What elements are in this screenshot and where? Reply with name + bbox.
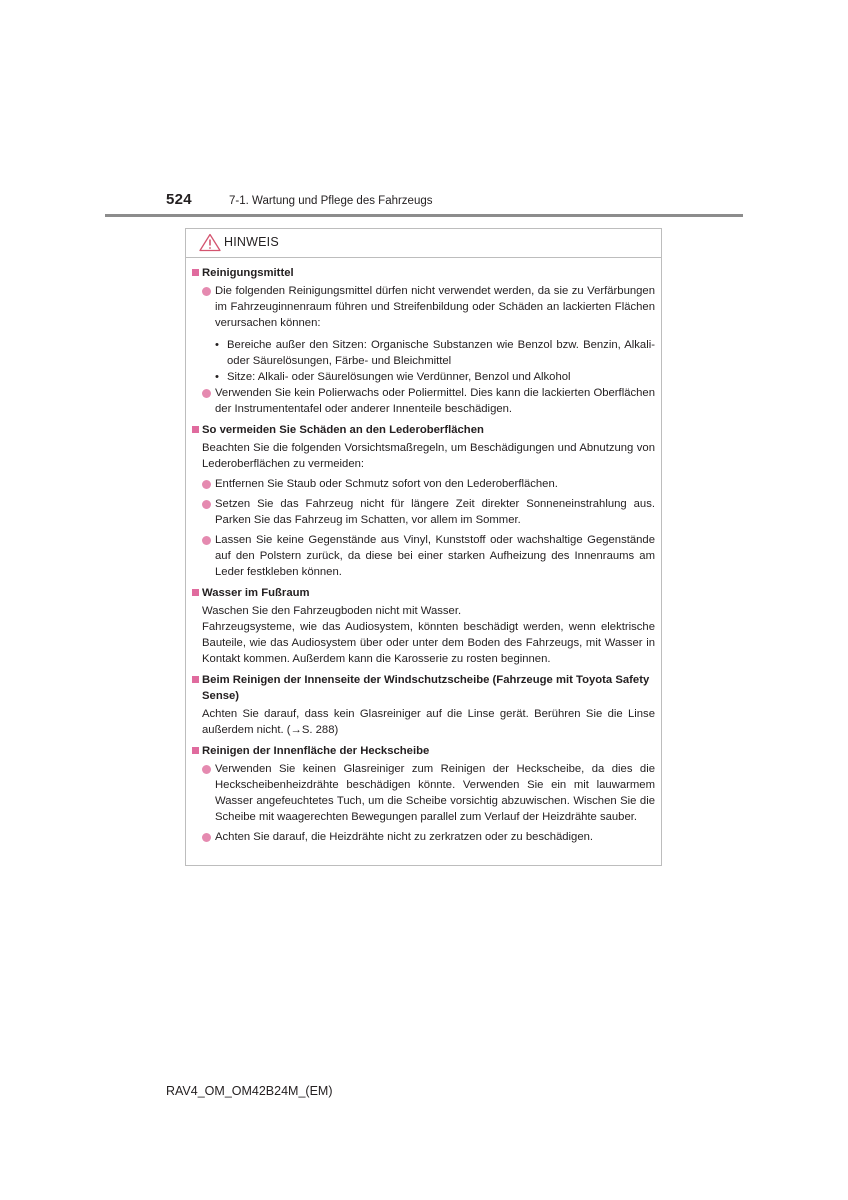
section-title: 7-1. Wartung und Pflege des Fahrzeugs [229,195,433,207]
list-item: Verwenden Sie keinen Glasreiniger zum Reinigen der Heckscheibe, da dies die Heckscheibenheizdrähte beschädigen könnte. Verwenden Sie ein mit lauwarmem Wasser angefeuchtetes Tuch, um die Scheibe vorsichtig abzuwischen. Wischen Sie die Scheibe mit waagerechten Bewegungen parallel zum Verlauf der Heizdrähte sauber. [186,761,655,825]
notice-title: HINWEIS [224,235,279,249]
bullet-dot-icon [202,765,211,774]
square-bullet-icon [192,426,199,433]
section-heading: Beim Reinigen der Innenseite der Windschutzscheibe (Fahrzeuge mit Toyota Safety Sense) [186,672,655,704]
bullet-dot-icon [202,536,211,545]
warning-triangle-icon [199,233,221,252]
bullet-dot-icon [202,480,211,489]
bullet-dot-icon [202,287,211,296]
section-reinigungsmittel [186,265,661,417]
notice-box [185,228,662,866]
bullet-dot-icon [202,389,211,398]
square-bullet-icon [192,269,199,276]
notice-body [186,265,661,845]
paragraph: Waschen Sie den Fahrzeugboden nicht mit Wasser. [202,605,462,617]
list-item: Lassen Sie keine Gegenstände aus Vinyl, Kunststoff oder wachshaltige Gegenstände auf den Polstern zurück, da diese bei einer starken Aufheizung des Innenraums am Leder festkleben können. [186,532,655,580]
page-number: 524 [166,191,192,208]
notice-header [186,229,661,258]
paragraph: Fahrzeugsysteme, wie das Audiosystem, könnten beschädigt werden, wenn elektrische Bauteile, wie das Audiosystem über oder unter dem Boden des Fahrzeugs, mit Wasser in Kontakt kommen. Außerdem kann die Karosserie zu rosten beginnen. [202,621,655,665]
bullet-dot-icon [202,500,211,509]
square-bullet-icon [192,676,199,683]
section-heading: Reinigungsmittel [186,265,655,281]
section-heading: Wasser im Fußraum [186,585,655,601]
sub-list-item: • Bereiche außer den Sitzen: Organische Substanzen wie Benzol bzw. Benzin, Alkali- oder Säurelösungen, Färbe- und Bleichmittel [215,339,655,367]
list-item: Achten Sie darauf, die Heizdrähte nicht zu zerkratzen oder zu beschädigen. [186,829,655,845]
section-heading: So vermeiden Sie Schäden an den Lederoberflächen [186,422,655,438]
section-leder [186,422,661,580]
sub-list-item: • Sitze: Alkali- oder Säurelösungen wie Verdünner, Benzol und Alkohol [215,371,571,383]
header-rule [105,214,743,217]
square-bullet-icon [192,747,199,754]
list-item: Entfernen Sie Staub oder Schmutz sofort von den Lederoberflächen. [186,476,655,492]
bullet-dot-icon [202,833,211,842]
list-item: Die folgenden Reinigungsmittel dürfen nicht verwendet werden, da sie zu Verfärbungen im Fahrzeuginnenraum führen und Streifenbildung oder Schäden an lackierten Flächen verursachen können: [186,283,655,331]
list-item: Verwenden Sie kein Polierwachs oder Poliermittel. Dies kann die lackierten Oberflächen der Instrumententafel oder anderer Innenteile beschädigen. [186,385,655,417]
section-heading: Reinigen der Innenfläche der Heckscheibe [186,743,655,759]
section-wasser [186,585,661,667]
list-item: Setzen Sie das Fahrzeug nicht für längere Zeit direkter Sonneneinstrahlung aus. Parken Sie das Fahrzeug im Schatten, vor allem im Sommer. [186,496,655,528]
square-bullet-icon [192,589,199,596]
paragraph: Achten Sie darauf, dass kein Glasreiniger auf die Linse gerät. Berühren Sie die Linse außerdem nicht. (→S. 288) [202,708,655,736]
paragraph: Beachten Sie die folgenden Vorsichtsmaßregeln, um Beschädigungen und Abnutzung von Lederoberflächen zu vermeiden: [202,442,655,470]
footer-code: RAV4_OM_OM42B24M_(EM) [166,1084,333,1098]
section-heckscheibe [186,743,661,845]
section-windschutzscheibe [186,672,661,738]
